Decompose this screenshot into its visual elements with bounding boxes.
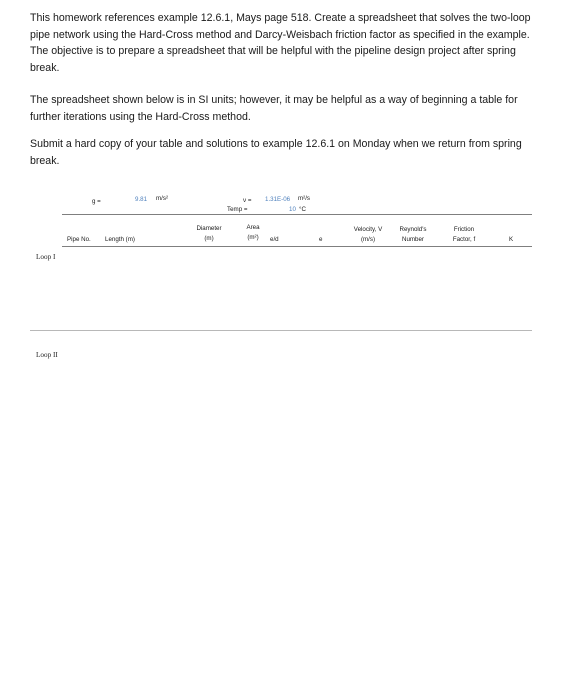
viscosity-unit: m²/s: [298, 195, 311, 202]
gravity-unit: m/s²: [156, 195, 169, 202]
loop-two-label: Loop II: [36, 351, 58, 359]
header-area-unit: (m²): [247, 234, 259, 241]
header-e-over-d: e/d: [270, 236, 279, 243]
header-pipe-no: Pipe No.: [67, 236, 91, 243]
temperature-unit: °C: [299, 206, 306, 213]
header-reynolds: Reynold's: [399, 226, 427, 233]
header-k: K: [509, 236, 514, 243]
header-area: Area: [246, 224, 260, 231]
gravity-value: 9.81: [135, 196, 148, 203]
instruction-paragraph-2: The spreadsheet shown below is in SI units; however, it may be helpful as a way of beginning a table for further iterations using the Hard-Cross method.: [30, 94, 518, 123]
header-length: Length (m): [105, 236, 135, 243]
loop-separator-rule: [30, 330, 532, 331]
viscosity-value: 1.31E-06: [265, 196, 291, 203]
instruction-paragraph-3: Submit a hard copy of your table and solutions to example 12.6.1 on Monday when we return from spring break.: [30, 138, 522, 167]
header-diameter: Diameter: [196, 225, 222, 232]
header-friction-unit: Factor, f: [452, 236, 476, 243]
viscosity-label: ν =: [243, 197, 252, 204]
gravity-label: g =: [92, 198, 101, 205]
loop-one-label: Loop I: [36, 253, 56, 261]
header-top-rule: [62, 214, 532, 215]
header-bottom-rule: [62, 246, 532, 247]
temperature-label: Temp =: [227, 206, 248, 213]
instruction-paragraph-1: This homework references example 12.6.1, Mays page 518. Create a spreadsheet that solves the two-loop pipe network using the Hard-Cross method and Darcy-Weisbach friction factor as specified in the example. The objective is to prepare a spreadsheet that will be helpful with the pipeline design project after spring break.: [30, 12, 531, 74]
header-velocity: Velocity, V: [353, 226, 383, 233]
header-velocity-unit: (m/s): [360, 236, 376, 243]
header-diameter-unit: (m): [204, 235, 214, 242]
header-friction: Friction: [453, 226, 475, 233]
temperature-value: 10: [289, 206, 296, 213]
header-e: e: [319, 236, 323, 243]
header-reynolds-unit: Number: [401, 236, 424, 243]
